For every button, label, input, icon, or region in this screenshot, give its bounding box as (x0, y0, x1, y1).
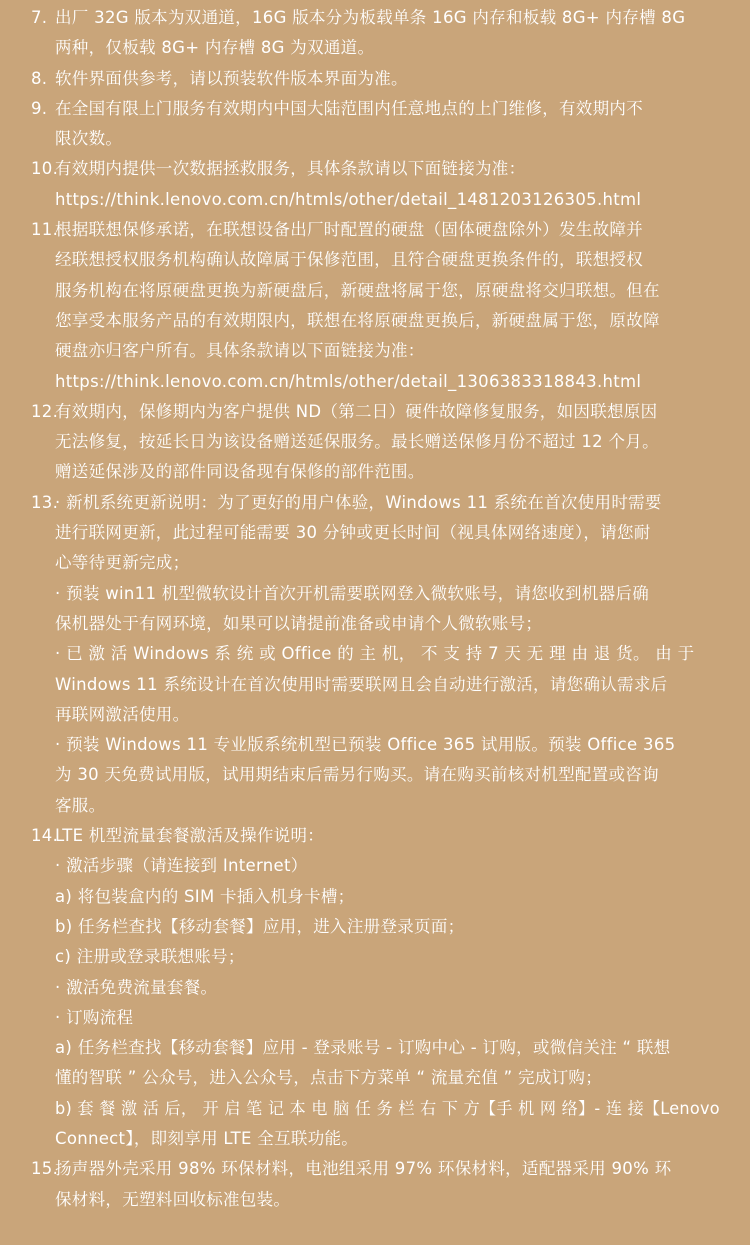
note-line: 有效期内，保修期内为客户提供 ND（第二日）硬件故障修复服务，如因联想原因 (55, 401, 658, 421)
note-item (0, 1154, 750, 1215)
note-line: 限次数。 (55, 129, 123, 149)
note-line: 您享受本服务产品的有效期限内，联想在将原硬盘更换后，新硬盘属于您，原故障 (55, 310, 660, 330)
note-line: b) 任务栏查找【移动套餐】应用，进入注册登录页面； (55, 916, 465, 936)
note-line: · 激活步骤（请连接到 Internet） (55, 856, 308, 876)
note-line: a) 将包装盒内的 SIM 卡插入机身卡槽； (55, 886, 355, 906)
note-item (0, 488, 750, 821)
note-line: 经联想授权服务机构确认故障属于保修范围，且符合硬盘更换条件的，联想授权 (55, 250, 643, 270)
note-number: 11. (31, 220, 59, 240)
note-line: a) 任务栏查找【移动套餐】应用 - 登录账号 - 订购中心 - 订购，或微信关注 “ 联想 (55, 1038, 671, 1058)
note-line: Windows 11 系统设计在首次使用时需要联网且会自动进行激活，请您确认需求后 (55, 674, 668, 694)
note-line: · 预装 win11 机型微软设计首次开机需要联网登入微软账号，请您收到机器后确 (55, 583, 650, 603)
note-item (0, 64, 750, 94)
note-line[interactable]: https://think.lenovo.com.cn/htmls/other/detail_1306383318843.html (55, 371, 642, 391)
note-item (0, 94, 750, 155)
note-line: 在全国有限上门服务有效期内中国大陆范围内任意地点的上门维修，有效期内不 (55, 98, 643, 118)
note-line: 再联网激活使用。 (55, 704, 190, 724)
note-number: 14. (31, 826, 59, 846)
note-line: Connect】，即刻享用 LTE 全互联功能。 (55, 1128, 359, 1148)
note-line: b) 套 餐 激 活 后， 开 启 笔 记 本 电 脑 任 务 栏 右 下 方【手 机 网 络】- 连 接【Lenovo (55, 1098, 720, 1118)
note-number: 8. (31, 68, 48, 88)
note-line: · 已 激 活 Windows 系 统 或 Office 的 主 机， 不 支 持 7 天 无 理 由 退 货。 由 于 (55, 644, 695, 664)
note-number: 9. (31, 98, 48, 118)
note-line: 保材料，无塑料回收标准包装。 (55, 1189, 291, 1209)
note-line[interactable]: https://think.lenovo.com.cn/htmls/other/detail_1481203126305.html (55, 189, 642, 209)
note-line: 懂的智联 ” 公众号，进入公众号，点击下方菜单 “ 流量充值 ” 完成订购； (55, 1068, 603, 1088)
note-line: 根据联想保修承诺，在联想设备出厂时配置的硬盘（固体硬盘除外）发生故障并 (55, 220, 643, 240)
note-number: 13. (31, 492, 59, 512)
note-line: 服务机构在将原硬盘更换为新硬盘后，新硬盘将属于您，原硬盘将交归联想。但在 (55, 280, 660, 300)
note-line: 保机器处于有网环境，如果可以请提前准备或申请个人微软账号； (55, 613, 543, 633)
note-line: · 激活免费流量套餐。 (55, 977, 218, 997)
note-line: 无法修复，按延长日为该设备赠送延保服务。最长赠送保修月份不超过 12 个月。 (55, 432, 659, 452)
note-item (0, 397, 750, 488)
note-number: 10. (31, 159, 59, 179)
note-item (0, 215, 750, 397)
note-line: 为 30 天免费试用版，试用期结束后需另行购买。请在购买前核对机型配置或咨询 (55, 765, 659, 785)
note-item (0, 821, 750, 1154)
note-line: 两种，仅板载 8G+ 内存槽 8G 为双通道。 (55, 38, 375, 58)
note-line: 硬盘亦归客户所有。具体条款请以下面链接为准： (55, 341, 425, 361)
note-line: 软件界面供参考，请以预装软件版本界面为准。 (55, 68, 408, 88)
note-line: · 新机系统更新说明：为了更好的用户体验，Windows 11 系统在首次使用时需要 (55, 492, 662, 512)
note-line: · 预装 Windows 11 专业版系统机型已预装 Office 365 试用版。预装 Office 365 (55, 735, 676, 755)
note-line: c) 注册或登录联想账号； (55, 947, 245, 967)
note-line: 心等待更新完成； (55, 553, 190, 573)
note-line: 扬声器外壳采用 98% 环保材料，电池组采用 97% 环保材料，适配器采用 90% 环 (55, 1159, 672, 1179)
note-number: 12. (31, 401, 59, 421)
note-item (0, 154, 750, 215)
note-line: · 订购流程 (55, 1007, 134, 1027)
note-number: 7. (31, 8, 48, 27)
note-line: 出厂 32G 版本为双通道，16G 版本分为板载单条 16G 内存和板载 8G+ 内存槽 8G (55, 8, 686, 27)
note-line: 进行联网更新，此过程可能需要 30 分钟或更长时间（视具体网络速度），请您耐 (55, 523, 651, 543)
note-number: 15. (31, 1159, 59, 1179)
note-line: 赠送延保涉及的部件同设备现有保修的部件范围。 (55, 462, 425, 482)
note-line: 客服。 (55, 795, 106, 815)
note-item (0, 3, 750, 64)
note-line: 有效期内提供一次数据拯救服务，具体条款请以下面链接为准： (55, 159, 526, 179)
note-line: LTE 机型流量套餐激活及操作说明： (55, 826, 325, 846)
